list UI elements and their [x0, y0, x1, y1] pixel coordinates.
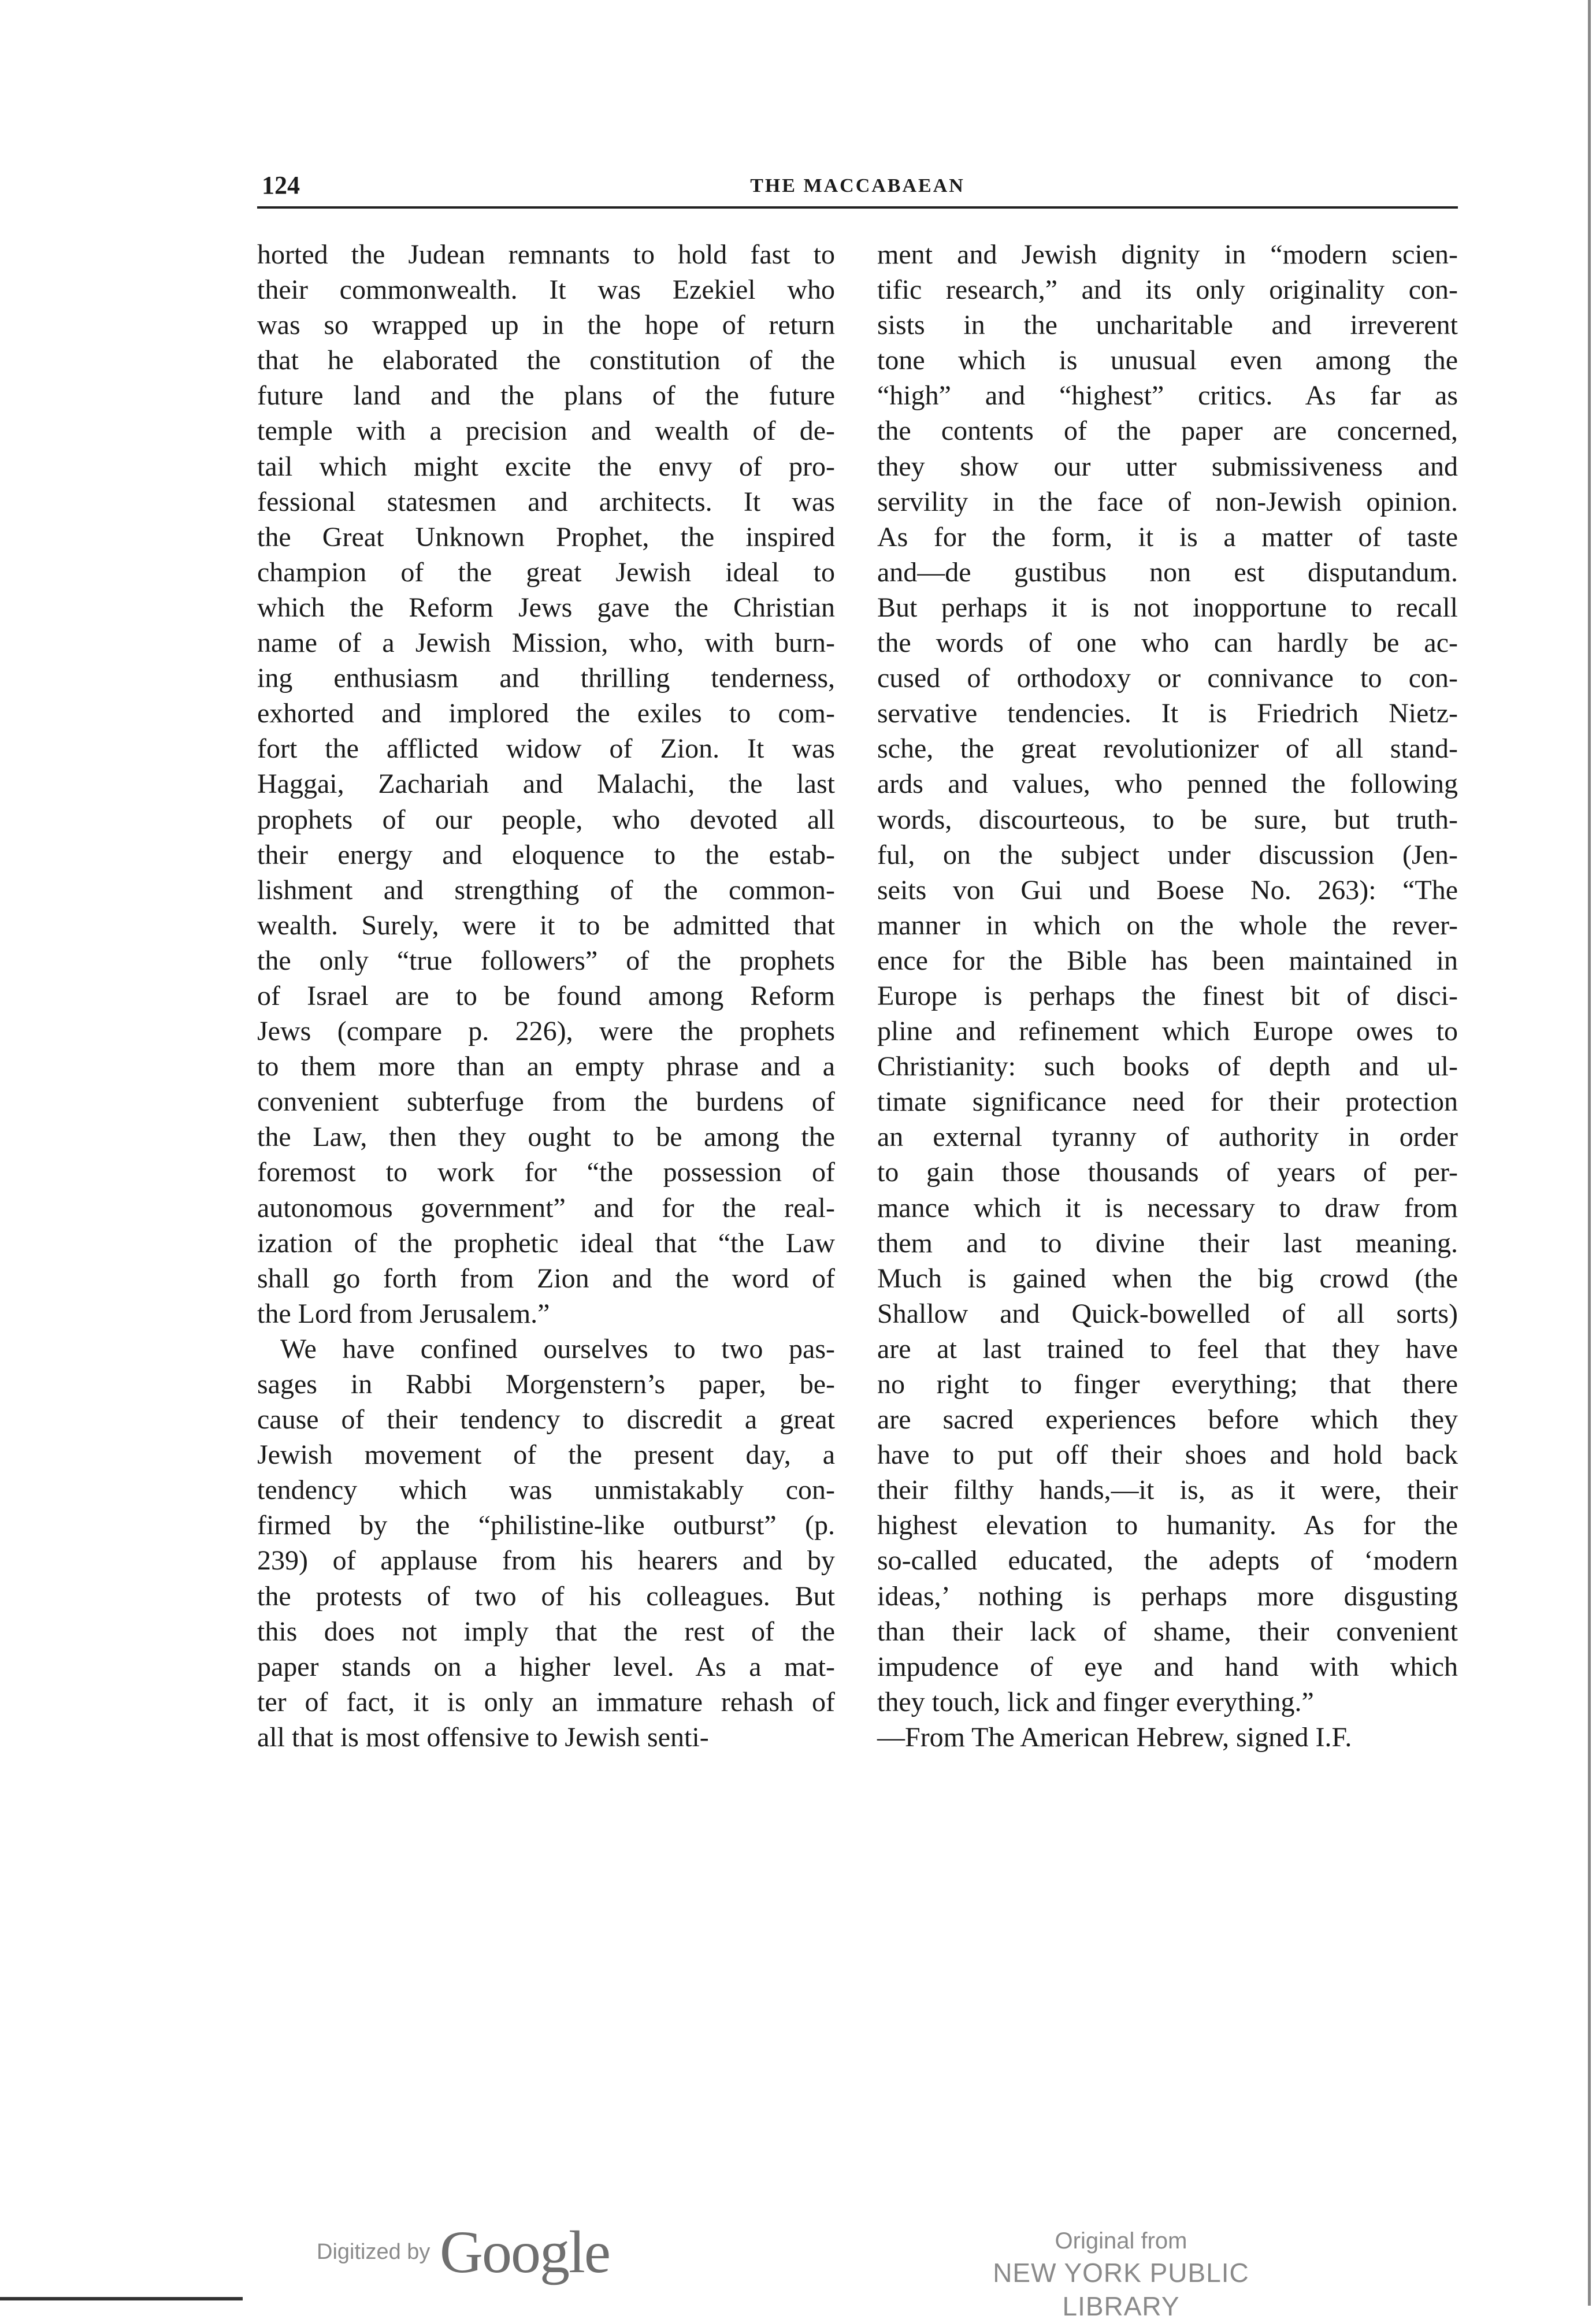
text-line: But perhaps it is not inopportune to recall [877, 592, 1458, 623]
text-line: Much is gained when the big crowd (the [877, 1263, 1458, 1294]
text-line: are at last trained to feel that they have [877, 1333, 1458, 1364]
text-line: As for the form, it is a matter of taste [877, 521, 1458, 552]
text-line: their energy and eloquence to the estab- [257, 839, 835, 870]
right-column [877, 237, 1458, 1755]
text-line: lishment and strengthing of the common- [257, 874, 835, 906]
text-line: tendency which was unmistakably con- [257, 1475, 835, 1506]
text-line: 239) of applause from his hearers and by [257, 1545, 835, 1576]
text-line: pline and refinement which Europe owes to [877, 1016, 1458, 1047]
text-line: the protests of two of his colleagues. But [257, 1580, 835, 1612]
text-line: fort the afflicted widow of Zion. It was [257, 733, 835, 765]
text-line: cause of their tendency to discredit a great [257, 1404, 835, 1435]
text-line: ards and values, who penned the following [877, 769, 1458, 800]
text-line: We have confined ourselves to two pas- [280, 1333, 835, 1364]
text-line: the Lord from Jerusalem.” [257, 1298, 550, 1329]
text-line: tail which might excite the envy of pro- [257, 451, 835, 482]
text-line: paper stands on a higher level. As a mat- [257, 1651, 835, 1682]
text-line: have to put off their shoes and hold back [877, 1439, 1458, 1471]
text-line: the only “true followers” of the prophets [257, 945, 835, 976]
text-line: tone which is unusual even among the [877, 345, 1458, 376]
text-line: mance which it is necessary to draw from [877, 1192, 1458, 1223]
text-line: exhorted and implored the exiles to com- [257, 698, 835, 729]
text-line: ment and Jewish dignity in “modern scien- [877, 239, 1458, 270]
text-line: prophets of our people, who devoted all [257, 804, 835, 835]
text-line: sages in Rabbi Morgenstern’s paper, be- [257, 1369, 835, 1400]
text-line: ideas,’ nothing is perhaps more disgusting [877, 1580, 1458, 1612]
text-line: ter of fact, it is only an immature rehash of [257, 1686, 835, 1717]
text-line: was so wrapped up in the hope of return [257, 310, 835, 341]
text-line: words, discourteous, to be sure, but truth- [877, 804, 1458, 835]
text-line: this does not imply that the rest of the [257, 1616, 835, 1647]
text-line: seits von Gui und Boese No. 263): “The [877, 874, 1458, 906]
text-line: timate significance need for their protection [877, 1086, 1458, 1118]
text-line: all that is most offensive to Jewish senti- [257, 1721, 709, 1753]
text-line: tific research,” and its only originality con- [877, 274, 1458, 306]
text-line: future land and the plans of the future [257, 380, 835, 411]
text-line: the contents of the paper are concerned, [877, 415, 1458, 447]
text-line: wealth. Surely, were it to be admitted that [257, 910, 835, 941]
text-line: they touch, lick and finger everything.” [877, 1686, 1314, 1717]
text-line: firmed by the “philistine-like outburst” (p. [257, 1510, 835, 1541]
text-line: an external tyranny of authority in order [877, 1122, 1458, 1153]
scan-edge-mark [1588, 0, 1591, 2306]
text-line: Jews (compare p. 226), were the prophets [257, 1016, 835, 1047]
text-line: the Law, then they ought to be among the [257, 1122, 835, 1153]
text-line: that he elaborated the constitution of the [257, 345, 835, 376]
text-line: Christianity: such books of depth and ul- [877, 1051, 1458, 1082]
text-line: impudence of eye and hand with which [877, 1651, 1458, 1682]
text-line: highest elevation to humanity. As for the [877, 1510, 1458, 1541]
digitized-by-google [317, 2218, 610, 2285]
text-line: them and to divine their last meaning. [877, 1227, 1458, 1259]
text-line: cused of orthodoxy or connivance to con- [877, 663, 1458, 694]
text-line: are sacred experiences before which they [877, 1404, 1458, 1435]
text-line: “high” and “highest” critics. As far as [877, 380, 1458, 411]
text-line: ence for the Bible has been maintained in [877, 945, 1458, 976]
text-line: and—de gustibus non est disputandum. [877, 556, 1458, 588]
text-line: ing enthusiasm and thrilling tenderness, [257, 663, 835, 694]
text-line: servative tendencies. It is Friedrich Nietz- [877, 698, 1458, 729]
text-line: they show our utter submissiveness and [877, 451, 1458, 482]
text-line: horted the Judean remnants to hold fast to [257, 239, 835, 270]
text-line: Shallow and Quick-bowelled of all sorts) [877, 1298, 1458, 1329]
text-line: shall go forth from Zion and the word of [257, 1263, 835, 1294]
text-line: servility in the face of non-Jewish opinion. [877, 486, 1458, 517]
text-line: the Great Unknown Prophet, the inspired [257, 521, 835, 552]
text-line: Haggai, Zachariah and Malachi, the last [257, 769, 835, 800]
page-header [257, 170, 1458, 209]
google-logo: Google [439, 2219, 610, 2285]
text-line: fessional statesmen and architects. It was [257, 486, 835, 517]
text-line: sists in the uncharitable and irreverent [877, 310, 1458, 341]
running-title: THE MACCABAEAN [750, 175, 965, 196]
text-line: no right to finger everything; that there [877, 1369, 1458, 1400]
left-column [257, 237, 835, 1755]
library-name: NEW YORK PUBLIC LIBRARY [993, 2258, 1249, 2321]
scan-edge-mark [0, 2297, 243, 2300]
text-line: ful, on the subject under discussion (Jen- [877, 839, 1458, 870]
text-line: Jewish movement of the present day, a [257, 1439, 835, 1471]
page-number: 124 [262, 171, 300, 199]
text-line: ization of the prophetic ideal that “the Law [257, 1227, 835, 1259]
text-line: to them more than an empty phrase and a [257, 1051, 835, 1082]
text-line: autonomous government” and for the real- [257, 1192, 835, 1223]
text-line: foremost to work for “the possession of [257, 1157, 835, 1188]
text-line: which the Reform Jews gave the Christian [257, 592, 835, 623]
text-line: temple with a precision and wealth of de- [257, 415, 835, 447]
text-line: convenient subterfuge from the burdens of [257, 1086, 835, 1118]
text-line: manner in which on the whole the rever- [877, 910, 1458, 941]
text-line: —From The American Hebrew, signed I.F. [877, 1721, 1352, 1753]
text-line: of Israel are to be found among Reform [257, 980, 835, 1011]
source-attribution [936, 2226, 1306, 2323]
text-line: champion of the great Jewish ideal to [257, 556, 835, 588]
text-line: sche, the great revolutionizer of all stand- [877, 733, 1458, 765]
text-line: name of a Jewish Mission, who, with burn- [257, 628, 835, 659]
text-line: their filthy hands,—it is, as it were, their [877, 1475, 1458, 1506]
text-line: than their lack of shame, their convenient [877, 1616, 1458, 1647]
original-from-label: Original from [1055, 2228, 1187, 2254]
text-line: so-called educated, the adepts of ‘modern [877, 1545, 1458, 1576]
text-line: to gain those thousands of years of per- [877, 1157, 1458, 1188]
digitized-by-label: Digitized by [317, 2240, 430, 2264]
text-line: the words of one who can hardly be ac- [877, 628, 1458, 659]
text-line: Europe is perhaps the finest bit of disci- [877, 980, 1458, 1011]
text-line: their commonwealth. It was Ezekiel who [257, 274, 835, 306]
